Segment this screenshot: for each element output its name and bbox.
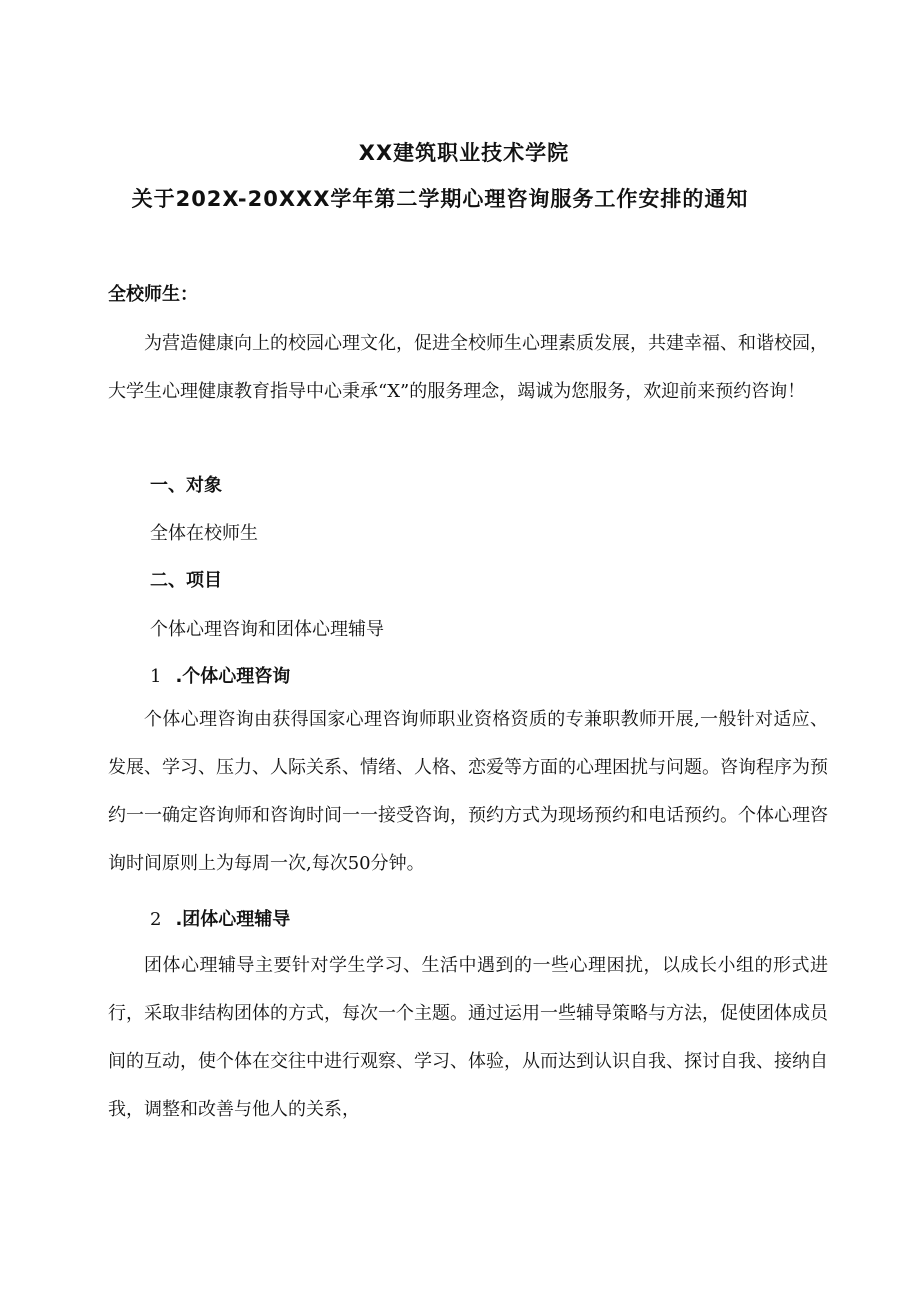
subsection-heading-label: .个体心理咨询 [175,666,291,687]
individual-counseling-paragraph: 个体心理咨询由获得国家心理咨询师职业资格资质的专兼职教师开展,一般针对适应、发展、学习、压力、人际关系、情绪、人格、恋爱等方面的心理困扰与问题。咨询程序为预约一一确定咨询师和咨询时间一一接受咨询，预约方式为现场预约和电话预约。个体心理咨询时间原则上为每周一次,每次50分钟。 [108,709,828,874]
subsection-number: 2 [150,909,162,930]
salutation: 全校师生： [108,284,198,305]
institution-title: XX建筑职业技术学院 [358,141,570,165]
subsection-number: 1 [150,666,162,687]
intro-paragraph: 为营造健康向上的校园心理文化，促进全校师生心理素质发展，共建幸福、和谐校园，大学生心理健康教育指导中心秉承“X”的服务理念，竭诚为您服务，欢迎前来预约咨询！ [108,333,828,402]
subsection-heading-individual [150,663,290,691]
group-counseling-paragraph: 团体心理辅导主要针对学生学习、生活中遇到的一些心理困扰，以成长小组的形式进行，采取非结构团体的方式，每次一个主题。通过运用一些辅导策略与方法，促使团体成员间的互动，使个体在交往中进行观察、学习、体验，从而达到认识自我、探讨自我、接纳自我，调整和改善与他人的关系， [108,955,828,1120]
subsection-heading-group [150,906,290,934]
section-text-items: 个体心理咨询和团体心理辅导 [150,619,384,640]
notice-title: 关于202X-20XXX学年第二学期心理咨询服务工作安排的通知 [131,187,749,211]
section-text-target: 全体在校师生 [150,523,258,544]
section-heading-target: 一、对象 [150,475,222,496]
subsection-heading-label: .团体心理辅导 [175,909,291,930]
section-heading-items: 二、项目 [150,570,222,591]
